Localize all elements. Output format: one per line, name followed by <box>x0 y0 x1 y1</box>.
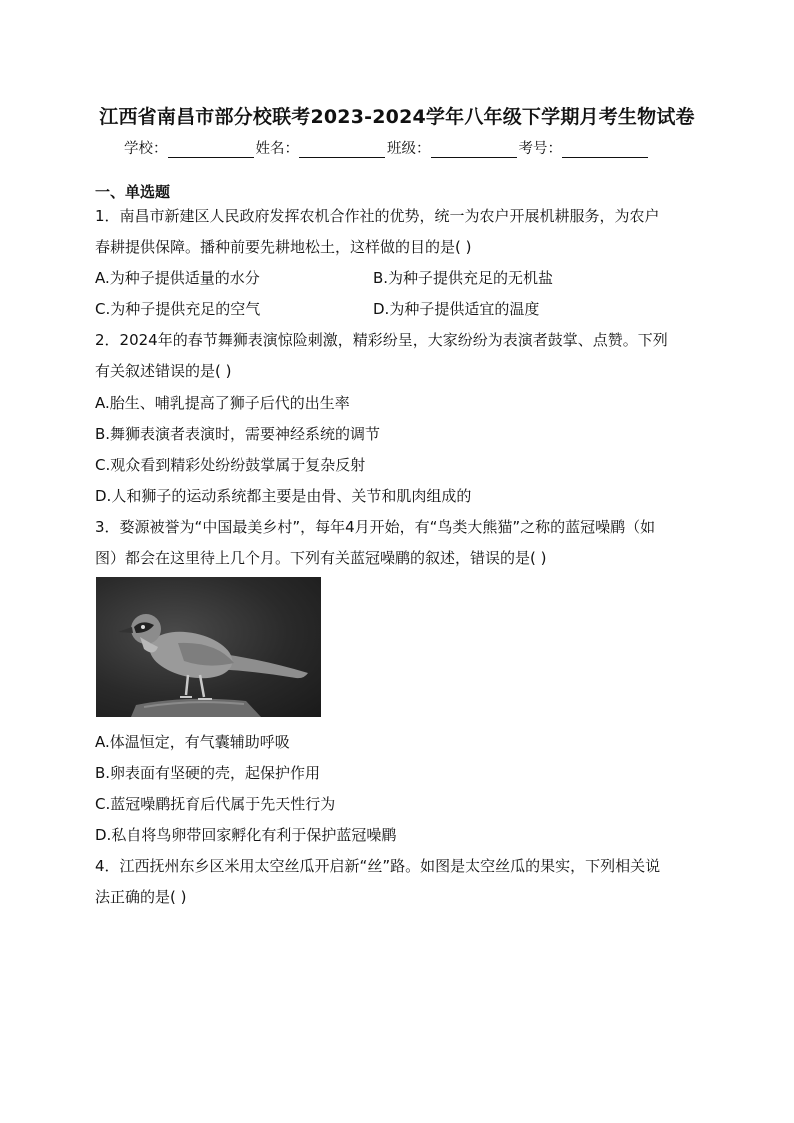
q1-option-a: A.为种子提供适量的水分 <box>95 269 260 287</box>
q2-option-b: B.舞狮表演者表演时，需要神经系统的调节 <box>95 425 381 443</box>
q2-stem-line1: 2．2024年的春节舞狮表演惊险刺激，精彩纷呈，大家纷纷为表演者鼓掌、点赞。下列 <box>95 331 668 349</box>
q3-option-c: C.蓝冠噪鹛抚育后代属于先天性行为 <box>95 795 336 813</box>
q4-stem-line2: 法正确的是( ) <box>95 888 187 906</box>
student-info-row <box>124 137 650 158</box>
q4-stem-line1: 4．江西抚州东乡区米用太空丝瓜开启新“丝”路。如图是太空丝瓜的果实，下列相关说 <box>95 857 661 875</box>
number-blank[interactable] <box>562 141 648 158</box>
q1-stem-line2: 春耕提供保障。播种前要先耕地松土，这样做的目的是( ) <box>95 238 472 256</box>
name-blank[interactable] <box>299 141 385 158</box>
school-label: 学校： <box>124 141 168 157</box>
bird-eye <box>141 625 145 629</box>
q2-option-c: C.观众看到精彩处纷纷鼓掌属于复杂反射 <box>95 456 366 474</box>
school-blank[interactable] <box>168 141 254 158</box>
class-blank[interactable] <box>431 141 517 158</box>
name-label: 姓名： <box>255 141 299 157</box>
q3-option-a: A.体温恒定，有气囊辅助呼吸 <box>95 733 290 751</box>
q3-option-b: B.卵表面有坚硬的壳，起保护作用 <box>95 764 321 782</box>
bird-photo <box>96 577 321 717</box>
q3-stem-line2: 图）都会在这里待上几个月。下列有关蓝冠噪鹛的叙述，错误的是( ) <box>95 549 547 567</box>
section-heading: 一、单选题 <box>95 183 171 201</box>
class-label: 班级： <box>387 141 431 157</box>
bird-legs <box>186 675 204 697</box>
q2-option-a: A.胎生、哺乳提高了狮子后代的出生率 <box>95 394 350 412</box>
q2-option-d: D.人和狮子的运动系统都主要是由骨、关节和肌肉组成的 <box>95 487 472 505</box>
q2-stem-line2: 有关叙述错误的是( ) <box>95 362 232 380</box>
q3-option-d: D.私自将鸟卵带回家孵化有利于保护蓝冠噪鹛 <box>95 826 397 844</box>
q1-option-b: B.为种子提供充足的无机盐 <box>373 269 554 287</box>
q1-stem-line1: 1．南昌市新建区人民政府发挥农机合作社的优势，统一为农户开展机耕服务，为农户 <box>95 207 660 225</box>
blue-crowned-laughingthrush-image <box>96 577 321 717</box>
number-label: 考号： <box>518 141 562 157</box>
q1-option-d: D.为种子提供适宜的温度 <box>373 300 540 318</box>
bird-beak <box>118 627 133 633</box>
q1-option-c: C.为种子提供充足的空气 <box>95 300 261 318</box>
exam-title: 江西省南昌市部分校联考2023-2024学年八年级下学期月考生物试卷 <box>99 106 695 128</box>
bird-feet <box>180 697 212 699</box>
q3-stem-line1: 3．婺源被誉为“中国最美乡村”，每年4月开始，有“鸟类大熊猫”之称的蓝冠噪鹛（如 <box>95 518 656 536</box>
